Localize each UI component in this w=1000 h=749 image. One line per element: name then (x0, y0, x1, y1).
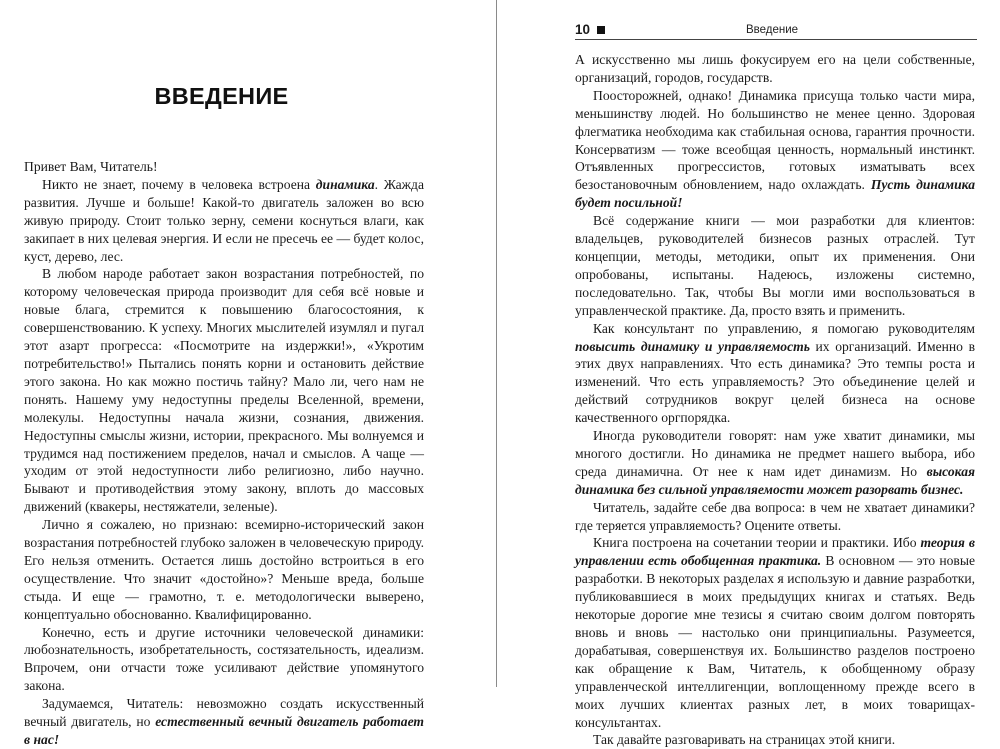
paragraph: Читатель, задайте себе два вопроса: в чем не хватает динамики? где теряется управляемость? Оцените ответы. (575, 499, 975, 533)
page-number: 10 (575, 22, 591, 37)
paragraph: Поосторожней, однако! Динамика присуща только части мира, меньшинству людей. Но большинство не менее ценно. Здоровая флегматика необходима как стабильная основа, гарантия прочности. Консерватизм — тоже всеобщая ценность, нормальный инстинкт. Отъявленных прогрессистов, готовых изматывать всех безостановочным обновлением, надо охлаждать. Пусть динамика будет посильной! (575, 87, 975, 211)
running-title: Введение (746, 24, 799, 36)
paragraph: Как консультант по управлению, я помогаю руководителям повысить динамику и управляемость их организаций. Именно в этих двух направлениях. Что есть динамика? Это темпы роста и изменений. Что есть управляемость? Это объединение целей и действий сотрудников вокруг целей бизнеса на основе качественного оргпорядка. (575, 320, 975, 426)
emphasis: динамика (315, 176, 375, 192)
left-page-body (24, 158, 424, 749)
greeting: Привет Вам, Читатель! (24, 159, 158, 174)
left-page (0, 0, 496, 747)
emphasis: естественный вечный двигатель работает в нас! (24, 714, 424, 747)
emphasis: высокая динамика без сильной управляемости может разорвать бизнес. (575, 463, 975, 497)
emphasis: теория в управлении есть обобщенная практика. (575, 535, 975, 569)
chapter-title: ВВЕДЕНИЕ (154, 83, 289, 109)
square-icon (597, 26, 605, 34)
paragraph: Задумаемся, Читатель: невозможно создать искусственный вечный двигатель, но естественный вечный двигатель работает в нас! (24, 696, 424, 747)
right-page (497, 0, 1000, 748)
paragraph: Всё содержание книги — мои разработки для клиентов: владельцев, руководителей бизнесов разных отраслей. Тут концепции, методы, методики, опыт их применения. Они опробованы, испытаны. Надеюсь, изложены системно, последовательно. Так, чтобы Вы могли ими воспользоваться в управленческой практике. Да, просто взять и применить. (575, 213, 975, 318)
paragraph: А искусственно мы лишь фокусируем его на цели собственные, организаций, городов, государств. (575, 52, 975, 85)
right-page-body (575, 51, 975, 749)
emphasis: Пусть динамика будет посильной! (575, 177, 975, 211)
emphasis: повысить динамику и управляемость (575, 338, 810, 354)
paragraph: Лично я сожалею, но признаю: всемирно-исторический закон возрастания потребностей глубоко заложен в человеческую природу. Его нельзя отменить. Остается лишь достойно встроиться в его осуществление. Что значит «достойно»? Меньше вреда, больше стыда. И еще — грамотно, т. е. методологически выверено, концептуально обоснованно. Квалифицированно. (24, 517, 424, 622)
paragraph: Книга построена на сочетании теории и практики. Ибо теория в управлении есть обобщенная практика. В основном — это новые разработки. В некоторых разделах я использую и давние разработки, публиковавшиеся в моих предыдущих книгах и статьях. Ведь некоторые дорогие мне тезисы я считаю своим долгом повторять вновь и вновь — настолько они принципиальны. Разумеется, дорабатывая, совершенствуя их. Большинство разделов построено как обращение к Вам, Читатель, к обобщенному образу управленческой интеллигенции, воплощенному прежде всего в моих лучших клиентах разных лет, в моих товарищах-консультантах. (575, 535, 975, 730)
paragraph: Никто не знает, почему в человека встроена динамика. Жажда развития. Лучше и больше! Какой-то двигатель заложен во всю живую природу. Стоит только зерну, семени коснуться влаги, как закипает в них целевая энергия. И если не пресечь ее — будет колос, куст, дерево, лес. (24, 176, 425, 264)
paragraph: Так давайте разговаривать на страницах этой книги. (593, 732, 896, 748)
paragraph: Конечно, есть и другие источники человеческой динамики: любознательность, изобретательность, состязательность, идеализм. Впрочем, они отчасти тоже усиливают действие упомянутого закона. (24, 624, 424, 694)
running-header (575, 22, 977, 40)
paragraph: Иногда руководители говорят: нам уже хватит динамики, мы многого достигли. Но динамика не предмет нашего выбора, ибо среда динамична. От нее к нам идет динамизм. Но высокая динамика без сильной управляемости может разорвать бизнес. (575, 428, 975, 497)
paragraph: В любом народе работает закон возрастания потребностей, по которому человеческая природа производит для себя всё новые и новые блага, стремится к повышению благосостояния, к совершенствованию. К успеху. Многих мыслителей изумлял и пугал этот азарт прогресса: «Посмотрите на издержки!», «Укротим потребительство!» Пытались понять корни и остановить действие этого закона. Но как можно постичь тайну? Мало ли, чего нам не понять. Нашему уму недоступны пределы Вселенной, времени, молекулы. Недоступны начала жизни, сознания, движения. Недоступны смыслы жизни, истории, прекрасного. Мы волнуемся и трудимся над постижением пределов, начал и смыслов. А чаще — уходим от этой недоступности либо религиозно, либо научно. Бывают и противодействия этому закону, вплоть до массовых движений (квакеры, нестяжатели, зеленые). (24, 266, 424, 515)
